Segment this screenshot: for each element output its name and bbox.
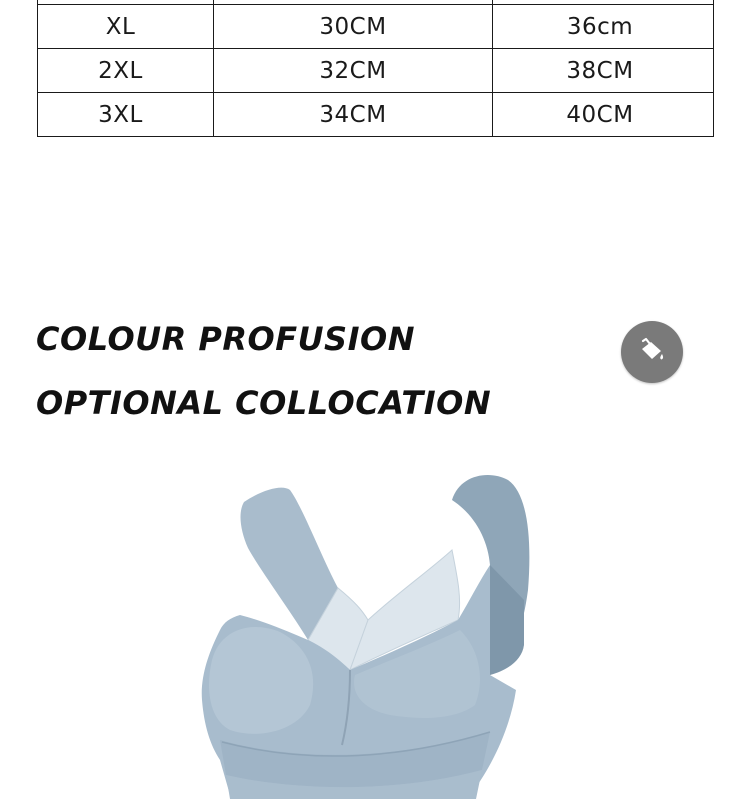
measure-cell: 34CM xyxy=(214,93,493,137)
measure-cell: 30CM xyxy=(214,5,493,49)
measure-cell: 40CM xyxy=(493,93,714,137)
colour-profusion-heading: COLOUR PROFUSION xyxy=(36,320,415,358)
measure-cell: 38CM xyxy=(493,49,714,93)
product-image xyxy=(190,470,550,799)
measure-cell: 32CM xyxy=(214,49,493,93)
table-row xyxy=(38,93,714,137)
paint-button[interactable] xyxy=(621,321,683,383)
size-cell: 3XL xyxy=(38,93,214,137)
size-table xyxy=(37,0,714,137)
optional-collocation-heading: OPTIONAL COLLOCATION xyxy=(36,384,492,422)
table-row xyxy=(38,49,714,93)
measure-cell: 36cm xyxy=(493,5,714,49)
table-row xyxy=(38,5,714,49)
size-cell: 2XL xyxy=(38,49,214,93)
paint-bucket-icon xyxy=(634,332,670,372)
size-cell: XL xyxy=(38,5,214,49)
